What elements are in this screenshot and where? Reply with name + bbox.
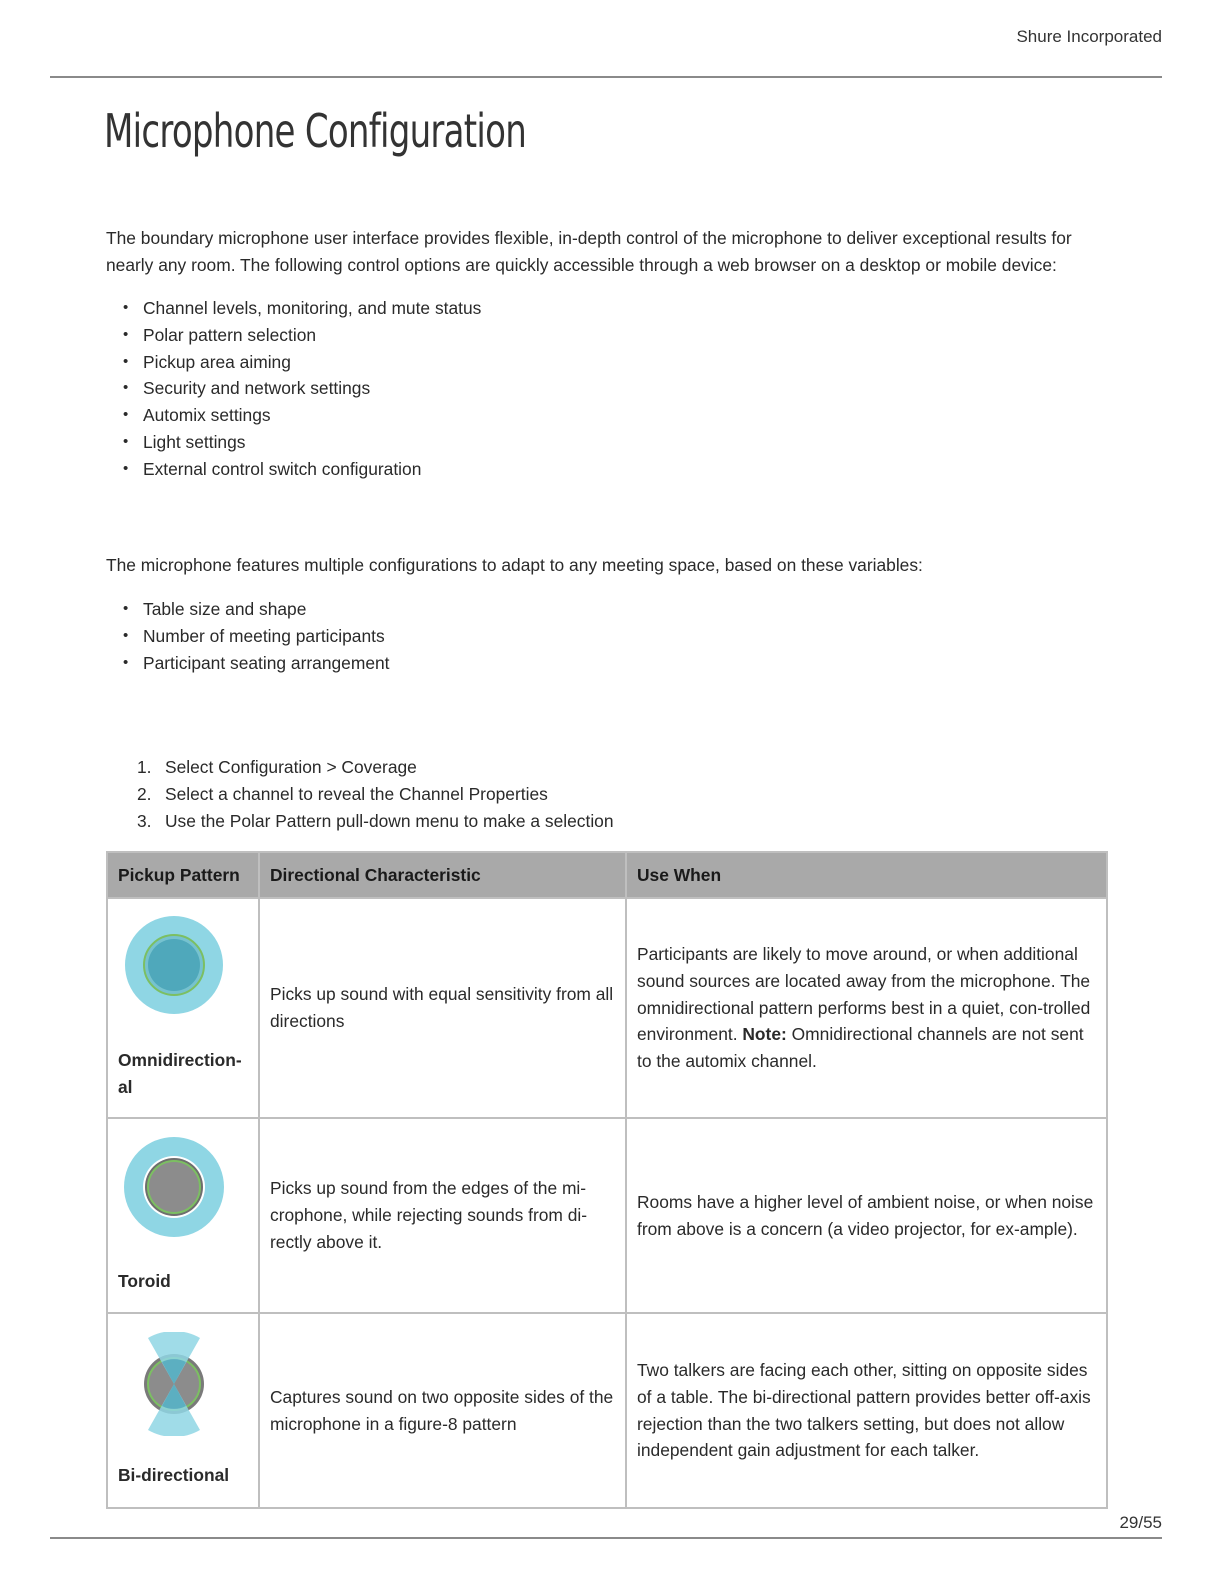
- characteristic-cell: Picks up sound with equal sensitivity from all directions: [259, 898, 626, 1118]
- page-title: Microphone Configuration: [104, 104, 527, 158]
- toroid-pattern-icon: [122, 1136, 226, 1240]
- omnidirectional-pattern-icon: [122, 915, 226, 1019]
- variables-list: [106, 596, 390, 676]
- pattern-name: Omnidirection-al: [118, 1050, 242, 1097]
- header-divider: [50, 76, 1162, 78]
- footer-divider: [50, 1537, 1162, 1539]
- note-text: Omnidirectional channels are not sent to the automix channel.: [637, 1024, 1084, 1072]
- use-when-cell: [626, 898, 1107, 1118]
- control-options-list: [106, 295, 481, 483]
- pattern-cell: [107, 898, 259, 1118]
- column-header: Use When: [626, 852, 1107, 898]
- intro-paragraph: The boundary microphone user interface provides flexible, in-depth control of the microphone to deliver exceptional results for nearly any room. The following control options are quickly accessible through a web browser on a desktop or mobile device:: [106, 228, 1072, 275]
- list-item: • Automix settings: [106, 402, 481, 429]
- step-number: 3.: [137, 810, 152, 831]
- characteristic-cell: Picks up sound from the edges of the mi-crophone, while rejecting sounds from di-rectly above it.: [259, 1118, 626, 1313]
- use-when-cell: Rooms have a higher level of ambient noise, or when noise from above is a concern (a video projector, for ex-ample).: [626, 1118, 1107, 1313]
- bidirectional-pattern-icon: [122, 1332, 226, 1436]
- step-item: [106, 754, 614, 781]
- list-item: • Table size and shape: [106, 596, 390, 623]
- column-header: Directional Characteristic: [259, 852, 626, 898]
- step-number: 2.: [137, 783, 152, 804]
- step-text: Select a channel to reveal the Channel Properties: [165, 783, 548, 804]
- note-label: Note:: [742, 1024, 787, 1045]
- list-item: • Number of meeting participants: [106, 623, 390, 650]
- list-item: • Pickup area aiming: [106, 349, 481, 376]
- list-item: • Light settings: [106, 429, 481, 456]
- page-number: 29/55: [1119, 1513, 1162, 1532]
- list-item: • Polar pattern selection: [106, 322, 481, 349]
- characteristic-cell: Captures sound on two opposite sides of the microphone in a figure-8 pattern: [259, 1313, 626, 1508]
- use-when-text: Participants are likely to move around, or when additional sound sources are located away from the microphone. The omnidirectional pattern performs best in a quiet, con-trolled environment.: [637, 944, 1091, 1045]
- table-header-row: [107, 852, 1107, 898]
- pattern-name: Toroid: [118, 1271, 171, 1292]
- step-text: Select Configuration > Coverage: [165, 757, 417, 777]
- steps-list: [106, 754, 614, 834]
- pickup-pattern-table: [106, 851, 1108, 1509]
- table-row: [107, 898, 1107, 1118]
- config-intro-paragraph: The microphone features multiple configurations to adapt to any meeting space, based on these variables:: [106, 555, 923, 575]
- list-item: • External control switch configuration: [106, 456, 481, 483]
- step-number: 1.: [137, 757, 152, 777]
- pattern-name: Bi-directional: [118, 1465, 230, 1486]
- list-item: • Channel levels, monitoring, and mute status: [106, 295, 481, 322]
- step-item: [106, 808, 614, 835]
- step-text: Use the Polar Pattern pull-down menu to make a selection: [165, 810, 614, 831]
- list-item: • Security and network settings: [106, 375, 481, 402]
- list-item: • Participant seating arrangement: [106, 650, 390, 677]
- table-row: [107, 1118, 1107, 1313]
- step-item: [106, 781, 614, 808]
- column-header: Pickup Pattern: [107, 852, 259, 898]
- use-when-cell: Two talkers are facing each other, sitting on opposite sides of a table. The bi-directional pattern provides better off-axis rejection than the two talkers setting, but does not allow independent gain adjustment for each talker.: [626, 1313, 1107, 1508]
- pattern-cell: [107, 1313, 259, 1508]
- pattern-cell: [107, 1118, 259, 1313]
- company-name: Shure Incorporated: [1016, 27, 1162, 46]
- table-row: [107, 1313, 1107, 1508]
